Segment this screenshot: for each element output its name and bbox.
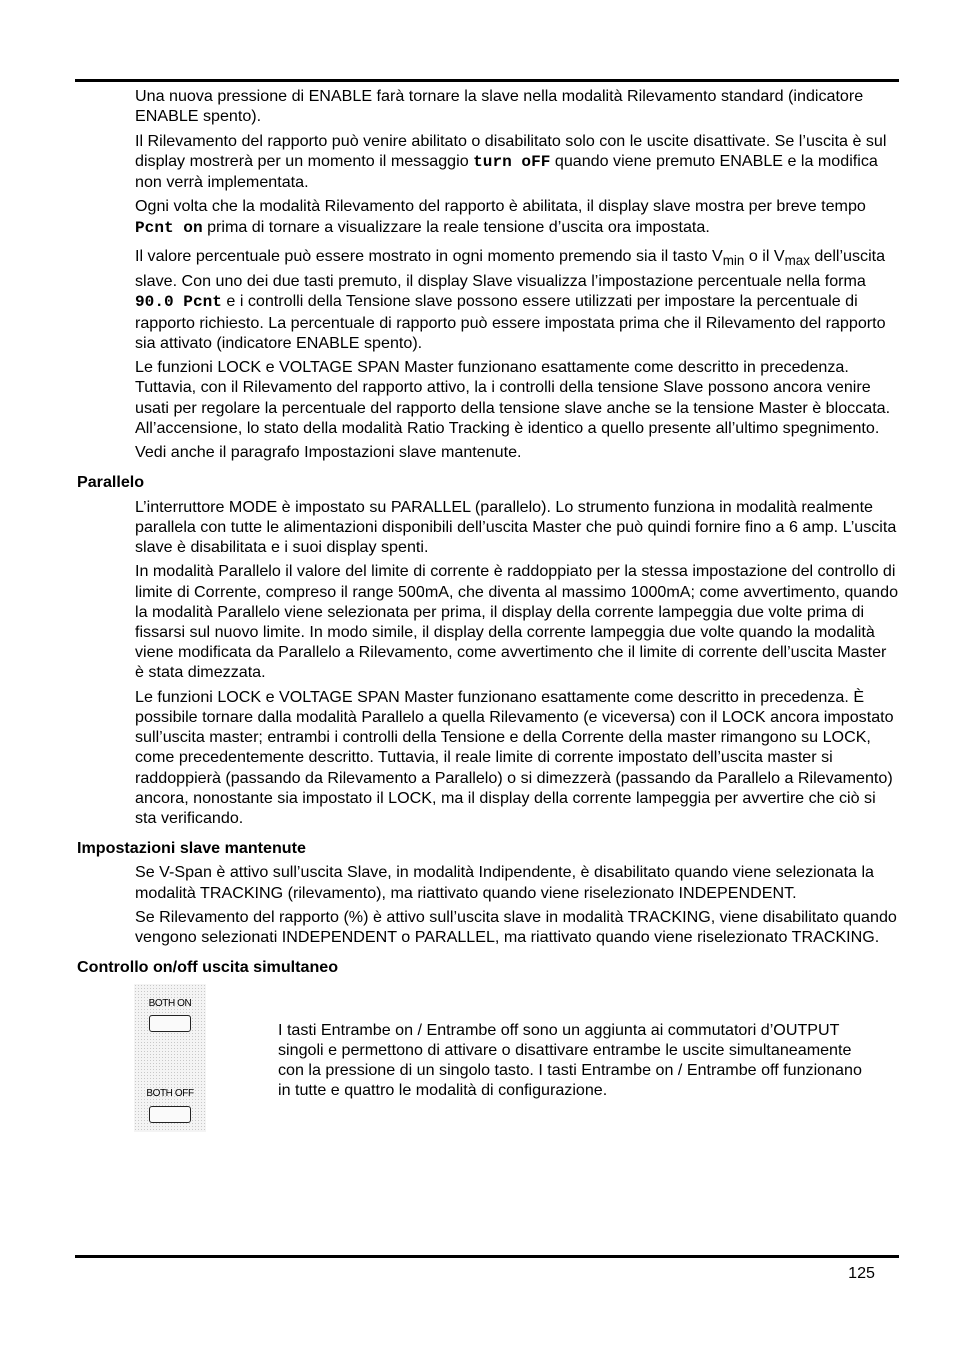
both-off-label: BOTH OFF [146,1087,194,1099]
paragraph-parallel-mode: L’interruttore MODE è impostato su PARALLEL (parallelo). Lo strumento funziona in modalità realmente parallela con tutte le alimentazioni disponibili dell’uscita Master che può quindi fornire fino a 6 amp. L’uscita slave è disabilitata e i suoi display spenti. [135,497,897,557]
paragraph-percent-value: Il valore percentuale può essere mostrato in ogni momento premendo sia il tasto $V_{min}$ o il $V_{max}$ dell’uscita slave. Con uno dei due tasti premuto, il display Slave visualizza l’impostazione percentuale nella forma 90.0 Pcnt e i controlli della Tensione slave possono essere utilizzati per impostare la percentuale di rapporto richiesto. La percentuale di rapporto può essere impostata prima che il Rilevamento del rapporto sia attivato (indicatore ENABLE spento). [135,246,886,352]
paragraph-retained-ratio: Se Rilevamento del rapporto (%) è attivo sull’uscita slave in modalità TRACKING, viene disabilitato quando vengono selezionati INDEPENDENT o PARALLEL, ma riattivato quando viene riselezionato TRACKING. [135,908,897,947]
paragraph-parallel-limit: In modalità Parallelo il valore del limite di corrente è raddoppiato per la stessa impostazione del controllo di limite di Corrente, compreso il range 500mA, che diventa al massimo 1000mA; come avvertimento, quando la modalità Parallelo viene selezionata per prima, il display della corrente lampeggia due volte prima di fissarsi sul nuovo limite. In modo simile, il display della corrente lampeggia due volte quando la modalità viene modificata da Parallelo a Rilevamento, come avvertimento che il limite di corrente dell’uscita Master è stata dimezzata. [135,562,899,682]
heading-retained-settings: Impostazioni slave mantenute [77,839,306,858]
paragraph-enable-return: Una nuova pressione di ENABLE farà tornare la slave nella modalità Rilevamento standard (indicatore ENABLE spento). [135,87,864,126]
header-rule [75,79,899,82]
paragraph-ratio-disable: Il Rilevamento del rapporto può venire abilitato o disabilitato solo con le uscite disattivate. Se l’uscita è sul display mostrerà per un momento il messaggio turn oFF quando viene premuto ENABLE e la modifica non verrà implementata. [135,131,887,191]
subscript-min: min [722,253,745,269]
paragraph-parallel-lock: Le funzioni LOCK e VOLTAGE SPAN Master funzionano esattamente come descritto in precedenza. È possibile tornare dalla modalità Parallelo a quella Rilevamento (e viceversa) con il LOCK ancora impostato sull’uscita master; entrambi i controlli della Tensione e della Corrente della master rimangono su LOCK, come precedentemente descritto. Tuttavia, il reale limite di corrente impostato dell’uscita master si raddoppierà (passando da Rilevamento a Parallelo) o si dimezzerà (passando da Parallelo a Rilevamento) ancora, nonostante sia impostato il LOCK, ma il display della corrente lampeggia per avvertire che ciò si sta verificando. [135,687,894,828]
heading-parallel: Parallelo [77,473,145,492]
paragraph-onoff-description: I tasti Entrambe on / Entrambe off sono un aggiunta ai commutatori d’OUTPUT singoli e permettono di attivare o disattivare entrambe le uscite simultaneamente con la pressione di un singolo tasto. I tasti Entrambe on / Entrambe off funzionano in tutte e quattro le modalità di configurazione. [278,1020,862,1100]
both-keys-panel-illustration [134,984,206,1132]
paragraph-lock-ratio: Le funzioni LOCK e VOLTAGE SPAN Master funzionano esattamente come descritto in precedenza. Tuttavia, con il Rilevamento del rapporto attivo, la i controlli della tensione Slave possono ancora venire usati per regolare la percentuale del rapporto della tensione slave anche se la tensione Master è bloccata. All’accensione, lo stato della modalità Ratio Tracking è identico a quello presente all’ultimo spegnimento. [135,358,891,437]
display-message-turn-off: turn oFF [473,152,551,171]
paragraph-see-also: Vedi anche il paragrafo Impostazioni slave mantenute. [135,443,522,462]
paragraph-retained-vspan: Se V-Span è attivo sull’uscita Slave, in modalità Indipendente, è disabilitato quando viene selezionata la modalità TRACKING (rilevamento), ma riattivato quando viene riselezionato INDEPENDENT. [135,863,875,902]
both-on-label: BOTH ON [148,997,192,1009]
display-message-percent: 90.0 Pcnt [135,293,222,312]
both-on-key [149,1015,191,1032]
display-message-pcnt-on: Pcnt on [135,218,203,237]
paragraph-pcnt-on: Ogni volta che la modalità Rilevamento del rapporto è abilitata, il display slave mostra per breve tempo Pcnt on prima di tornare a visualizzare la reale tensione d’uscita ora impostata. [135,197,866,237]
page-content [77,86,899,1142]
footer-rule [75,1255,899,1258]
both-off-key [149,1106,191,1123]
subscript-max: max [784,253,810,269]
heading-simultaneous-onoff: Controllo on/off uscita simultaneo [77,958,339,977]
onoff-section [77,982,899,1142]
page-number: 125 [848,1264,875,1282]
